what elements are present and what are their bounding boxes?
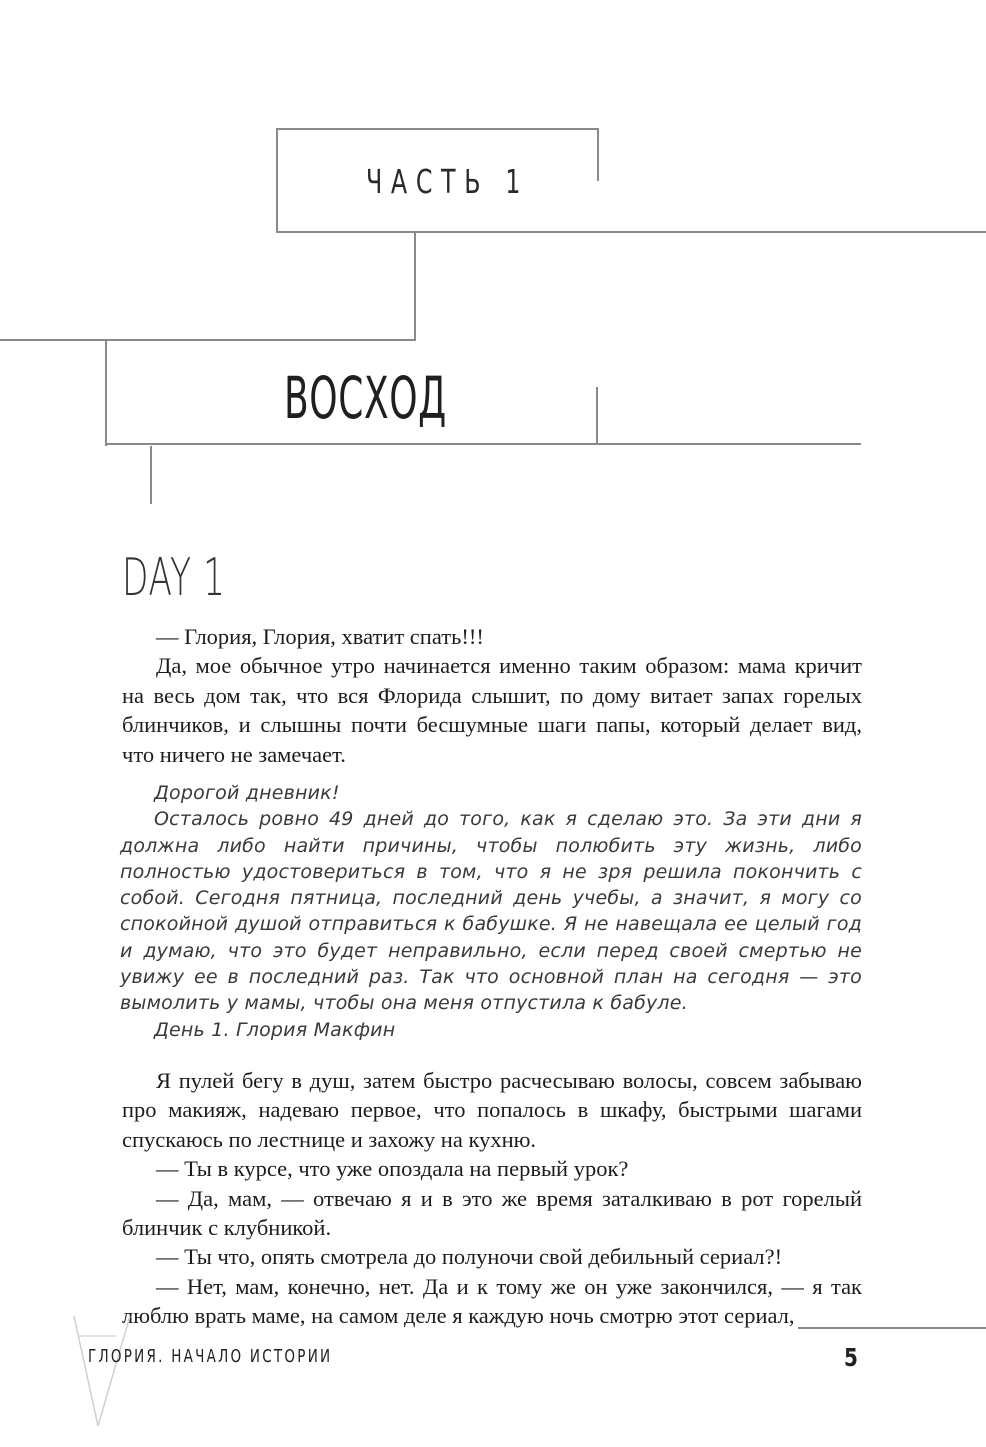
diary-entry xyxy=(120,780,862,1043)
frame-line xyxy=(276,128,599,130)
page-number: 5 xyxy=(844,1343,858,1372)
paragraph: — Глория, Глория, хватит спать!!! xyxy=(156,624,484,649)
diary-body: Осталось ровно 49 дней до того, как я сделаю это. За эти дни я должна либо найти причины, чтобы полюбить эту жизнь, либо полностью удостовериться в том, что я не зря решила покончить с собой. Сегодня пятница, последний день учебы, а значит, я могу со спокойной душой отправиться к бабушке. Я не навещала ее целый год и думаю, что это будет неправильно, если перед своей смертью не увижу ее в последний раз. Так что основной план на сегодня — это вымолить у мамы, чтобы она меня отпустила к бабуле. xyxy=(120,808,862,1015)
paragraph: — Ты что, опять смотрела до полуночи свой дебильный сериал?! xyxy=(156,1244,783,1270)
frame-line xyxy=(150,446,152,504)
running-footer-title: ГЛОРИЯ. НАЧАЛО ИСТОРИИ xyxy=(88,1346,333,1367)
frame-line xyxy=(276,231,986,233)
paragraph: — Да, мам, — отвечаю я и в это же время заталкиваю в рот горелый блинчик с клубникой. xyxy=(122,1185,862,1241)
frame-line xyxy=(597,128,599,181)
day-heading: DAY 1 xyxy=(122,548,226,608)
chapter-title: ВОСХОД xyxy=(284,364,447,432)
frame-line xyxy=(105,341,107,446)
frame-line xyxy=(0,339,416,341)
publisher-logo-icon xyxy=(72,1314,134,1430)
prose-block-bottom xyxy=(122,1066,862,1331)
diary-signature: День 1. Глория Макфин xyxy=(154,1018,396,1041)
prose-block-top xyxy=(122,622,862,769)
frame-line xyxy=(276,128,278,232)
paragraph: Да, мое обычное утро начинается именно таким образом: мама кричит на весь дом так, что вся Флорида слышит, по дому витает запах горелых блинчиков, и слышны почти бесшумные шаги папы, который делает вид, что ничего не замечает. xyxy=(122,653,862,767)
frame-line xyxy=(105,443,861,445)
paragraph: Я пулей бегу в душ, затем быстро расчесываю волосы, совсем забываю про макияж, надеваю первое, что попалось в шкафу, быстрыми шагами спускаюсь по лестнице и захожу на кухню. xyxy=(122,1068,862,1152)
frame-line xyxy=(596,387,598,445)
diary-greeting: Дорогой дневник! xyxy=(154,782,340,804)
part-label: ЧАСТЬ 1 xyxy=(366,162,530,201)
paragraph: — Ты в курсе, что уже опоздала на первый урок? xyxy=(156,1156,629,1182)
paragraph: — Нет, мам, конечно, нет. Да и к тому же он уже закончился, — я так люблю врать маме, на самом деле я каждую ночь смотрю этот сериал, xyxy=(122,1273,862,1329)
frame-line xyxy=(414,231,416,341)
